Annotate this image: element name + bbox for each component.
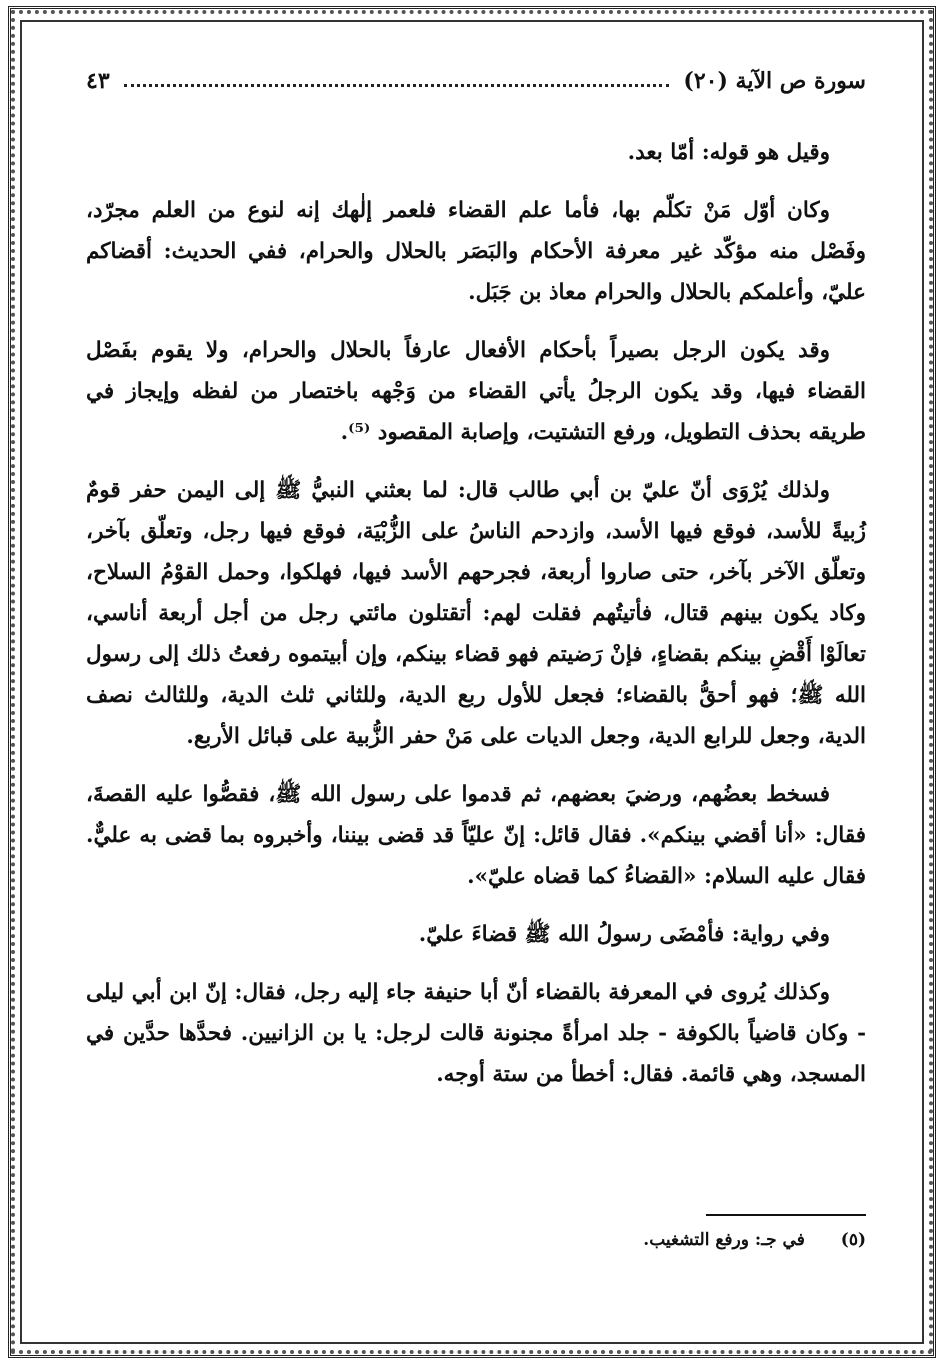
footnote-text: في جـ: ورفع التشغيب. — [643, 1230, 805, 1250]
footnote — [643, 1230, 866, 1250]
header-dotted-leader — [124, 84, 670, 87]
paragraph-4: ولذلك يُرْوَى أنّ عليّ بن أبي طالب قال: لما بعثني النبيُّ ﷺ إلى اليمن حفر قومٌ زُبيةً للأسد، فوقع فيها الأسد، وازدحم الناسُ على الزُّبْيَة، فوقع فيها رجل، وتعلّق بآخر، وتعلّق الآخر بآخر، حتى صاروا أربعة، فجرحهم الأسد فيها، فهلكوا، وحمل القوْمُ السلاح، وكاد يكون بينهم قتال، فأتيتُهم فقلت لهم: أتقتلون مائتي رجل من أجل أربعة أناسي، تعالَوْا أَقْضِ بينكم بقضاءٍ، فإنْ رَضيتم فهو قضاء بينكم، وإن أبيتموه رفعتُ ذلك إلى رسول الله ﷺ؛ فهو أحقُّ بالقضاء؛ فجعل للأول ربع الدية، وللثاني ثلث الدية، وللثالث نصف الدية، وجعل للرابع الدية، وجعل الديات على مَنْ حفر الزُّبية على قبائل الأربع. — [86, 478, 866, 749]
footnote-number: (٥) — [840, 1230, 866, 1250]
document-page — [86, 50, 866, 1330]
running-title: سورة ص الآية (٢٠) — [683, 68, 866, 94]
page-header — [86, 50, 866, 94]
paragraph-1: وقيل هو قوله: أمّا بعد. — [627, 140, 830, 165]
paragraph-3: وقد يكون الرجل بصيراً بأحكام الأفعال عارفاً بالحلال والحرام، ولا يقوم بفَصْل القضاء فيها، وقد يكون الرجلُ يأتي القضاء من وَجْهه باختصار من لفظه وإيجاز في طريقه بحذف التطويل، ورفع التشتيت، وإصابة المقصود ⁽⁵⁾. — [86, 338, 866, 445]
paragraph-6: وفي رواية: فأمْضَى رسولُ الله ﷺ قضاءَ عليّ. — [418, 922, 830, 947]
page-number: ٤٣ — [86, 68, 110, 94]
paragraph-2: وكان أوّل مَنْ تكلّم بها، فأما علم القضاء فلعمر إلٰهك إنه لنوع من العلم مجرّد، وفَصْل منه مؤكّد غير معرفة الأحكام والبَصَر بالحلال والحرام، ففي الحديث: أقضاكم عليّ، وأعلمكم بالحلال والحرام معاذ بن جَبَل. — [86, 198, 866, 305]
footnote-separator — [706, 1214, 866, 1216]
paragraph-7: وكذلك يُروى في المعرفة بالقضاء أنّ أبا حنيفة جاء إليه رجل، فقال: إنّ ابن أبي ليلى - وكان قاضياً بالكوفة - جلد امرأةً مجنونة قالت لرجل: يا بن الزانيين. فحدَّها حدَّين في المسجد، وهي قائمة. فقال: أخطأ من ستة أوجه. — [86, 980, 866, 1087]
paragraph-5: فسخط بعضُهم، ورضيَ بعضهم، ثم قدموا على رسول الله ﷺ، فقصُّوا عليه القصةَ، فقال: «أنا أقضي بينكم». فقال قائل: إنّ عليّاً قد قضى بيننا، وأخبروه بما قضى به عليٌّ. فقال عليه السلام: «القضاءُ كما قضاه عليّ». — [86, 782, 866, 889]
